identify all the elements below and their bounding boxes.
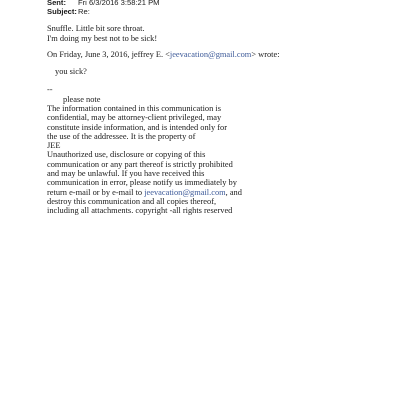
quote-attribution xyxy=(47,50,280,60)
disclaimer-line: communication in error, please notify us immediately by xyxy=(47,178,237,188)
disclaimer xyxy=(47,104,242,216)
disclaimer-line: the use of the addressee. It is the property of xyxy=(47,131,196,141)
disclaimer-suffix: , and xyxy=(225,187,242,197)
subject-value: Re: xyxy=(78,7,90,16)
disclaimer-line: communication or any part thereof is strictly prohibited xyxy=(47,159,233,169)
disclaimer-line: confidential, may be attorney-client privileged, may xyxy=(47,113,222,123)
email-header xyxy=(47,0,159,16)
disclaimer-line: including all attachments. copyright -all rights reserved xyxy=(47,206,233,216)
message-line-2: I'm doing my best not to be sick! xyxy=(47,33,158,43)
quote-prefix: On Friday, June 3, 2016, jeffrey E. < xyxy=(47,50,170,59)
disclaimer-line: and may be unlawful. If you have received this xyxy=(47,169,205,179)
sent-label: Sent: xyxy=(47,0,66,7)
disclaimer-line xyxy=(47,188,242,197)
signature-separator: -- xyxy=(47,85,53,94)
subject-row xyxy=(47,7,159,16)
disclaimer-line: Unauthorized use, disclosure or copying of this xyxy=(47,150,206,160)
sent-value: Fri 6/3/2016 3:58:21 PM xyxy=(78,0,160,7)
disclaimer-line: destroy this communication and all copies thereof, xyxy=(47,196,217,206)
disclaimer-line: The information contained in this communication is xyxy=(47,104,221,113)
message-line-1: Snuffle. Little bit sore throat. xyxy=(47,24,145,33)
disclaimer-email-link[interactable]: jeevacation@gmail.com xyxy=(144,187,226,197)
please-note: please note xyxy=(63,95,101,104)
disclaimer-line: JEE xyxy=(47,141,61,151)
sent-row xyxy=(47,0,159,7)
disclaimer-line: constitute inside information, and is intended only for xyxy=(47,122,228,132)
quoted-reply: you sick? xyxy=(55,67,87,76)
quote-email-link[interactable]: jeevacation@gmail.com xyxy=(169,50,252,59)
subject-label: Subject: xyxy=(47,7,77,16)
disclaimer-prefix: return e-mail or by e-mail to xyxy=(47,187,145,197)
quote-suffix: > wrote: xyxy=(251,50,280,59)
